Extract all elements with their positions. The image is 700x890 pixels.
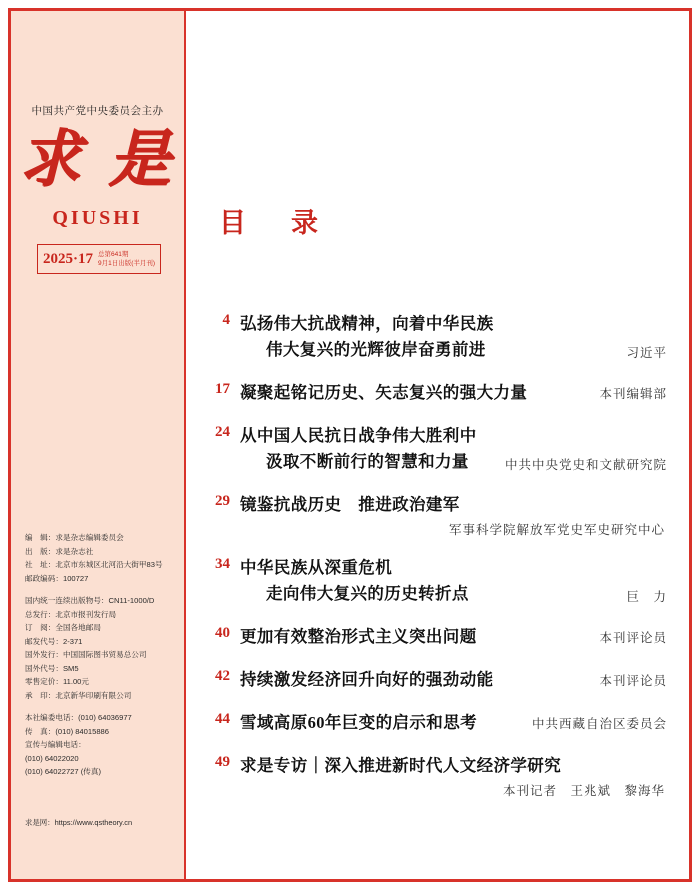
colophon-line: 社 址：北京市东城区北河沿大街甲83号: [25, 560, 163, 569]
toc-entry[interactable]: [204, 710, 667, 736]
toc-title-line: 镜鉴抗战历史 推进政治建军: [240, 495, 460, 514]
toc-title-line: 汲取不断前行的智慧和力量: [266, 452, 469, 471]
toc-page-number: 17: [215, 381, 230, 397]
issue-details: [98, 250, 155, 268]
toc-author: 巨 力: [626, 590, 667, 604]
toc-entry[interactable]: [204, 753, 667, 799]
sponsor-line: 中国共产党中央委员会主办: [31, 105, 164, 117]
toc-entry[interactable]: [204, 423, 667, 475]
toc-page-number: 40: [215, 625, 230, 641]
toc-entry[interactable]: [204, 555, 667, 607]
masthead-column: [11, 11, 186, 879]
toc-author: 军事科学院解放军党史军史研究中心: [448, 523, 665, 537]
colophon-line: 国外发行：中国国际图书贸易总公司: [25, 650, 147, 659]
toc-title-line: 中华民族从深重危机: [240, 558, 393, 577]
colophon-line: 零售定价：11.00元: [25, 677, 90, 686]
issue-date: 9月1日出版(半月刊): [98, 260, 156, 267]
toc-author: 中共中央党史和文献研究院: [504, 458, 667, 472]
issue-badge: [37, 244, 161, 274]
table-of-contents: [204, 311, 667, 816]
toc-title-line: 走向伟大复兴的历史转折点: [266, 584, 469, 603]
colophon-line: (010) 64022727 (传真): [25, 767, 101, 776]
colophon-line: 本社编委电话：(010) 64036977: [25, 713, 132, 722]
colophon-group-contact: [25, 711, 177, 779]
toc-title-line: 雪域高原60年巨变的启示和思考: [240, 713, 477, 732]
toc-title-line: 更加有效整治形式主义突出问题: [240, 627, 477, 646]
toc-entry[interactable]: [204, 311, 667, 363]
colophon-block: [25, 531, 177, 788]
colophon-line: 邮发代号：2-371: [25, 636, 83, 646]
toc-page-number: 24: [215, 424, 230, 440]
toc-author: 本刊记者 王兆斌 黎海华: [502, 784, 665, 798]
colophon-line: 承 印：北京新华印刷有限公司: [25, 690, 132, 700]
colophon-line: 总发行：北京市报刊发行局: [25, 609, 117, 619]
toc-entry[interactable]: [204, 380, 667, 406]
toc-title-line: 持续激发经济回升向好的强劲动能: [240, 670, 494, 689]
toc-page-number: 42: [215, 668, 230, 684]
website-line[interactable]: 求是网：https://www.qstheory.cn: [25, 818, 133, 827]
toc-title-line: 从中国人民抗日战争伟大胜利中: [240, 426, 477, 445]
toc-entry[interactable]: [204, 624, 667, 650]
magazine-logo-pinyin: QIUSHI: [52, 207, 143, 229]
colophon-line: 国外代号：SM5: [25, 663, 79, 673]
issue-number: 2025·17: [43, 250, 94, 267]
toc-author: 中共西藏自治区委员会: [531, 717, 667, 731]
issue-serial: 总第641期: [98, 251, 129, 258]
toc-title-line: 凝聚起铭记历史、矢志复兴的强大力量: [240, 383, 528, 402]
toc-title-line: 求是专访｜深入推进新时代人文经济学研究: [240, 756, 562, 775]
toc-page-number: 29: [215, 493, 230, 509]
colophon-group-distribution: [25, 594, 177, 702]
toc-author: 本刊评论员: [599, 674, 667, 688]
toc-entry[interactable]: [204, 667, 667, 693]
page-title: 目 录: [219, 208, 327, 238]
toc-title-line: 伟大复兴的光辉彼岸奋勇前进: [266, 340, 486, 359]
toc-entry[interactable]: [204, 492, 667, 538]
colophon-line: 传 真：(010) 84015886: [25, 726, 109, 736]
toc-page-number: 49: [215, 754, 230, 770]
toc-author: 本刊评论员: [599, 631, 667, 645]
toc-page-number: 4: [222, 312, 230, 328]
toc-author: 习近平: [626, 346, 667, 360]
toc-author: 本刊编辑部: [599, 387, 667, 401]
toc-page-number: 44: [215, 711, 230, 727]
colophon-line: 宣传与编辑电话：: [25, 740, 86, 749]
toc-title-line: 弘扬伟大抗战精神，向着中华民族: [240, 314, 494, 333]
colophon-line: 编 辑：求是杂志编辑委员会: [25, 533, 124, 542]
colophon-line: 出 版：求是杂志社: [25, 546, 94, 556]
colophon-line: 国内统一连续出版物号：CN11-1000/D: [25, 596, 155, 605]
colophon-line: 订 阅：全国各地邮局: [25, 623, 101, 632]
magazine-logo-chinese: 求 是: [18, 126, 177, 194]
page-border-frame: [8, 8, 692, 882]
colophon-line: (010) 64022020: [25, 753, 79, 763]
contents-column: [186, 11, 689, 879]
colophon-group-publisher: [25, 531, 177, 585]
toc-page-number: 34: [215, 556, 230, 572]
colophon-line: 邮政编码：100727: [25, 573, 89, 583]
